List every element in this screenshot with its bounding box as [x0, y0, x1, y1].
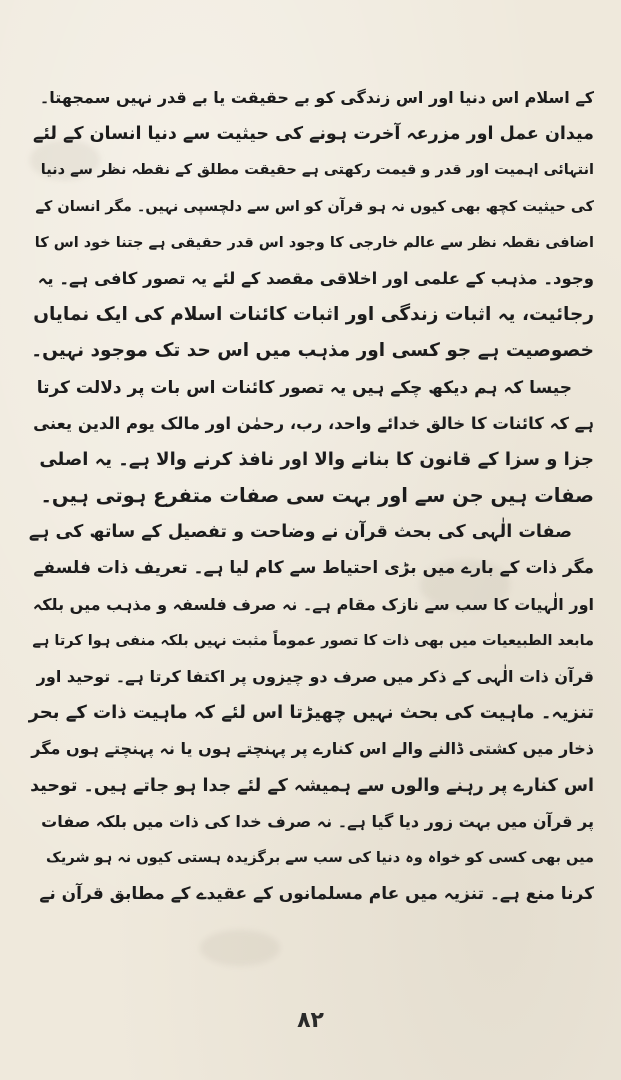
- text-line: مابعد الطبیعیات میں بھی ذات کا تصور عموماً مثبت نہیں بلکہ منفی ہوا کرتا ہے: [32, 632, 594, 649]
- text-line: وجود۔ مذہب کے علمی اور اخلاقی مقصد کے لئے یہ تصور کافی ہے۔ یہ: [37, 268, 594, 288]
- text-line: جیسا کہ ہم دیکھ چکے ہیں یہ تصور کائنات اس بات پر دلالت کرتا: [36, 377, 572, 398]
- text-line: تنزیہ۔ ماہیت کی بحث نہیں چھیڑتا اس لئے کہ ماہیت ذات کے بحر: [28, 702, 594, 724]
- text-line: اس کنارے پر رہنے والوں سے ہمیشہ کے لئے جدا ہو جاتے ہیں۔ توحید: [30, 775, 594, 796]
- text-line: صفات الٰہی کی بحث قرآن نے وضاحت و تفصیل کے ساتھ کی ہے: [28, 522, 572, 543]
- text-line: میدان عمل اور مزرعہ آخرت ہونے کی حیثیت سے دنیا انسان کے لئے: [33, 124, 594, 145]
- text-line: اور الٰہیات کا سب سے نازک مقام ہے۔ نہ صرف فلسفہ و مذہب میں بلکہ: [32, 594, 594, 614]
- text-line: صفات ہیں جن سے اور بہت سی صفات متفرع ہوتی ہیں۔: [40, 484, 594, 508]
- text-line: پر قرآن میں بہت زور دیا گیا ہے۔ نہ صرف خدا کی ذات میں بلکہ صفات: [41, 811, 594, 831]
- text-line: کی حیثیت کچھ بھی کیوں نہ ہو قرآن کو اس سے دلچسپی نہیں۔ مگر انسان کے: [35, 198, 594, 215]
- paper-stain: [200, 930, 280, 966]
- text-line: خصوصیت ہے جو کسی اور مذہب میں اس حد تک موجود نہیں۔: [31, 340, 594, 362]
- text-line: رجائیت، یہ اثبات زندگی اور اثبات کائنات اسلام کی ایک نمایاں: [33, 304, 594, 326]
- text-line: ہے کہ کائنات کا خالق خدائے واحد، رب، رحمٰن اور مالک یوم الدین یعنی: [33, 413, 594, 433]
- text-line: کے اسلام اس دنیا اور اس زندگی کو بے حقیقت یا بے قدر نہیں سمجھتا۔: [39, 88, 594, 107]
- text-line: میں بھی کسی کو خواہ وہ دنیا کی سب سے برگزیدہ ہستی کیوں نہ ہو شریک: [46, 849, 594, 866]
- text-line: ذخار میں کشتی ڈالنے والے اس کنارے پر پہنچتے ہوں یا نہ پہنچتے ہوں مگر: [31, 739, 594, 759]
- text-line: جزا و سزا کے قانون کا بنانے والا اور نافذ کرنے والا ہے۔ یہ اصلی: [39, 448, 594, 470]
- text-line: اضافی نقطہ نظر سے عالم خارجی کا وجود اس قدر حقیقی ہے جتنا خود اس کا: [34, 234, 594, 251]
- page-number: ۸۲: [297, 1008, 324, 1033]
- text-line: انتہائی اہمیت اور قدر و قیمت رکھتی ہے حقیقت مطلق کے نقطہ نظر سے دنیا: [40, 162, 594, 179]
- text-line: قرآن ذات الٰہی کے ذکر میں صرف دو چیزوں پر اکتفا کرتا ہے۔ توحید اور: [36, 667, 594, 686]
- text-line: کرنا منع ہے۔ تنزیہ میں عام مسلمانوں کے عقیدے کے مطابق قرآن نے: [39, 884, 594, 905]
- body-text: [28, 80, 594, 912]
- text-line: مگر ذات کے بارے میں بڑی احتیاط سے کام لیا ہے۔ تعریف ذات فلسفے: [33, 558, 594, 579]
